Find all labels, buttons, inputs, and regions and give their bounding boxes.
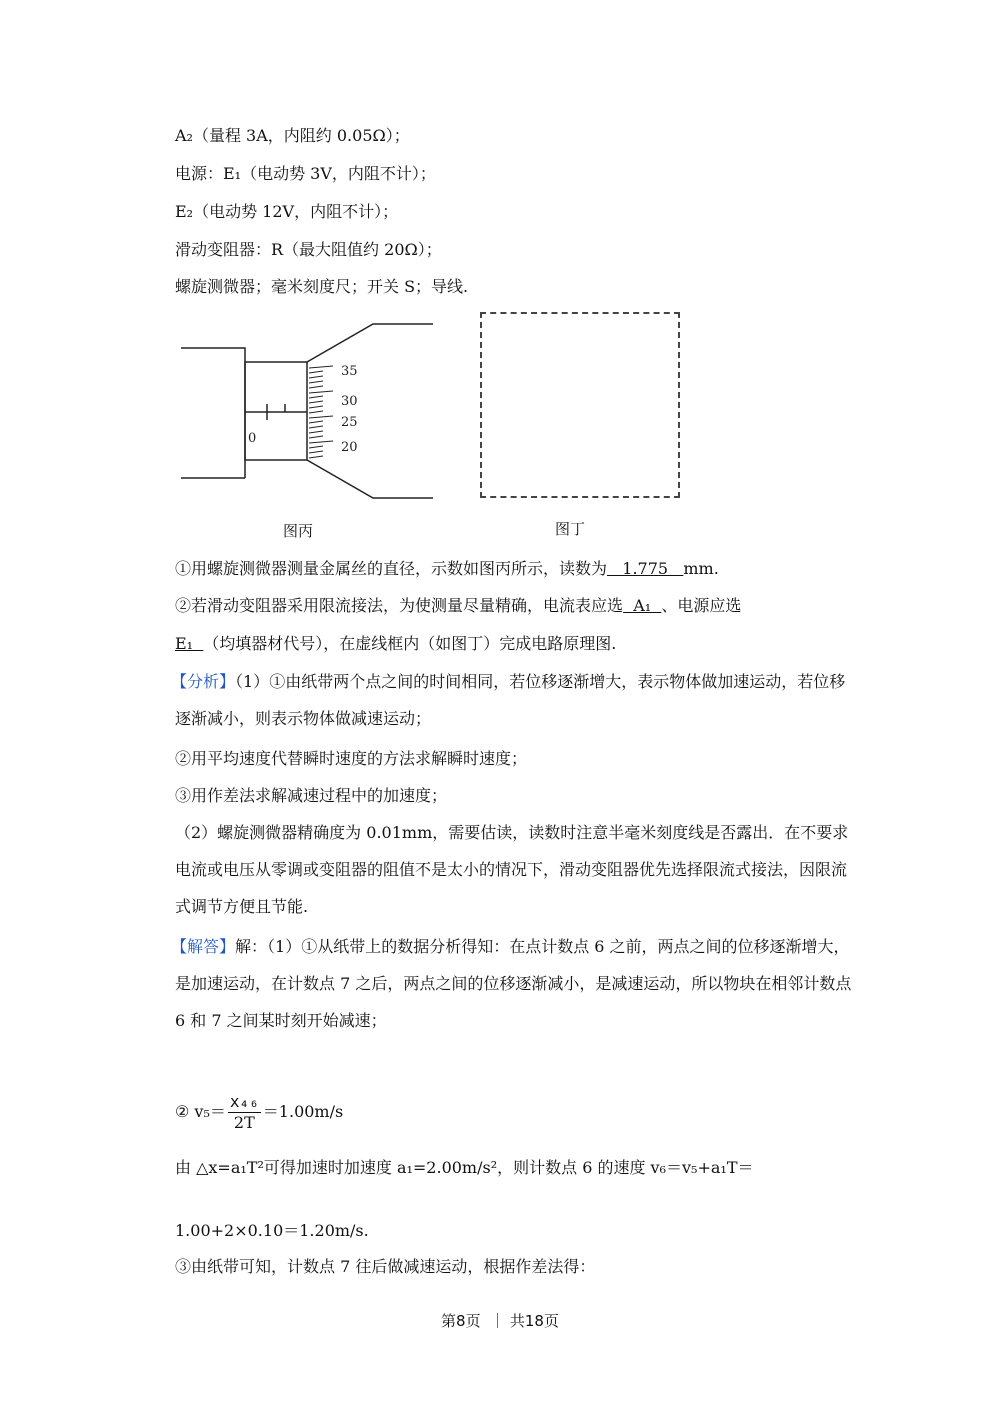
thimble-tick xyxy=(309,446,323,448)
q1-suffix: mm. xyxy=(683,559,719,578)
q2-answer-source: E₁ xyxy=(175,634,204,653)
thimble-tick xyxy=(309,421,323,423)
q1-prefix: ①用螺旋测微器测量金属丝的直径，示数如图丙所示，读数为 xyxy=(175,559,608,578)
scale-label-20: 20 xyxy=(341,440,358,455)
thimble-tick xyxy=(309,451,323,453)
question-2-line2 xyxy=(175,634,616,654)
v5-prefix: ② v₅＝ xyxy=(175,1102,226,1121)
q2-answer-ammeter: A₁ xyxy=(623,596,662,615)
scale-label-30: 30 xyxy=(341,394,358,409)
v6-result: 1.00+2×0.10＝1.20m/s. xyxy=(175,1221,369,1240)
analysis-p1-text: （1）①由纸带两个点之间的时间相同，若位移逐渐增大，表示物体做加速运动，若位移逐渐减小，则表示物体做减速运动； xyxy=(175,672,846,728)
thimble-tick xyxy=(309,456,323,458)
analysis-p1 xyxy=(171,663,855,737)
equipment-rheostat: 滑动变阻器：R（最大阻值约 20Ω）； xyxy=(175,240,442,259)
thimble-tick xyxy=(309,416,333,418)
thimble-tick xyxy=(309,406,323,408)
equipment-e1: 电源：E₁（电动势 3V，内阻不计）； xyxy=(175,164,436,183)
solution-p1-text: 解：（1）①从纸带上的数据分析得知：在点计数点 6 之前，两点之间的位移逐渐增大，是加速运动，在计数点 7 之后，两点之间的位移逐渐减小，是减速运动，所以物块在相邻计数点 6 和 7 之间某时刻开始减速； xyxy=(175,937,852,1030)
v5-fraction xyxy=(228,1092,261,1133)
solution-tag: 【解答】 xyxy=(171,937,236,956)
page-footer: 第8页 ｜ 共18页 xyxy=(441,1312,559,1330)
micrometer-figure xyxy=(175,318,445,508)
v5-result: ＝1.00m/s xyxy=(262,1102,344,1121)
thimble-tick xyxy=(309,376,323,378)
equipment-tools: 螺旋测微器；毫米刻度尺；开关 S；导线. xyxy=(175,277,469,296)
v5-numerator: x₄₆ xyxy=(229,1092,259,1111)
q2-part1: ②若滑动变阻器采用限流接法，为使测量尽量精确，电流表应选 xyxy=(175,596,624,615)
solution-p3: ③由纸带可知，计数点 7 往后做减速运动，根据作差法得： xyxy=(175,1257,596,1276)
q2-part3: （均填器材代号），在虚线框内（如图丁）完成电路原理图. xyxy=(203,634,617,653)
thimble-tick xyxy=(309,396,323,398)
analysis-p3: ③用作差法求解减速过程中的加速度； xyxy=(175,786,448,805)
thimble-tick xyxy=(309,426,323,428)
figure-d-caption: 图丁 xyxy=(555,520,586,538)
thimble-tick xyxy=(309,371,323,373)
circuit-dashed-box xyxy=(480,312,680,498)
q2-part2: 、电源应选 xyxy=(661,596,742,615)
scale-label-35: 35 xyxy=(341,364,358,379)
micrometer-zero-label: 0 xyxy=(248,431,257,446)
thimble-tick xyxy=(309,436,323,438)
thimble-tick xyxy=(309,386,323,388)
thimble-tick xyxy=(309,366,333,368)
question-2-line1 xyxy=(175,596,741,616)
analysis-p2: ②用平均速度代替瞬时速度的方法求解瞬时速度； xyxy=(175,749,528,768)
analysis-tag: 【分析】 xyxy=(171,672,236,691)
v5-formula xyxy=(175,1090,343,1134)
figure-c-caption: 图丙 xyxy=(283,522,314,540)
thimble-tick xyxy=(309,411,323,413)
analysis-p4: （2）螺旋测微器精确度为 0.01mm，需要估读，读数时注意半毫米刻度线是否露出．在不要求电流或电压从零调或变阻器的阻值不是太小的情况下，滑动变阻器优先选择限流式接法，因限流式调节方便且节能. xyxy=(175,823,849,916)
equipment-a2: A₂（量程 3A，内阻约 0.05Ω）； xyxy=(175,126,410,145)
acceleration-line: 由 △x=a₁T²可得加速时加速度 a₁=2.00m/s²，则计数点 6 的速度 v₆＝v₅+a₁T＝ xyxy=(175,1158,754,1177)
q1-answer: 1.775 xyxy=(607,559,684,578)
question-1 xyxy=(175,559,719,579)
thimble-tick xyxy=(309,401,323,403)
solution-p1 xyxy=(171,928,855,1039)
thimble-tick xyxy=(309,381,323,383)
v5-denominator: 2T xyxy=(233,1113,255,1132)
equipment-e2: E₂（电动势 12V，内阻不计）； xyxy=(175,202,399,221)
thimble-tick xyxy=(309,431,323,433)
scale-label-25: 25 xyxy=(341,415,358,430)
thimble-tick xyxy=(309,441,333,443)
thimble-tick xyxy=(309,391,333,393)
